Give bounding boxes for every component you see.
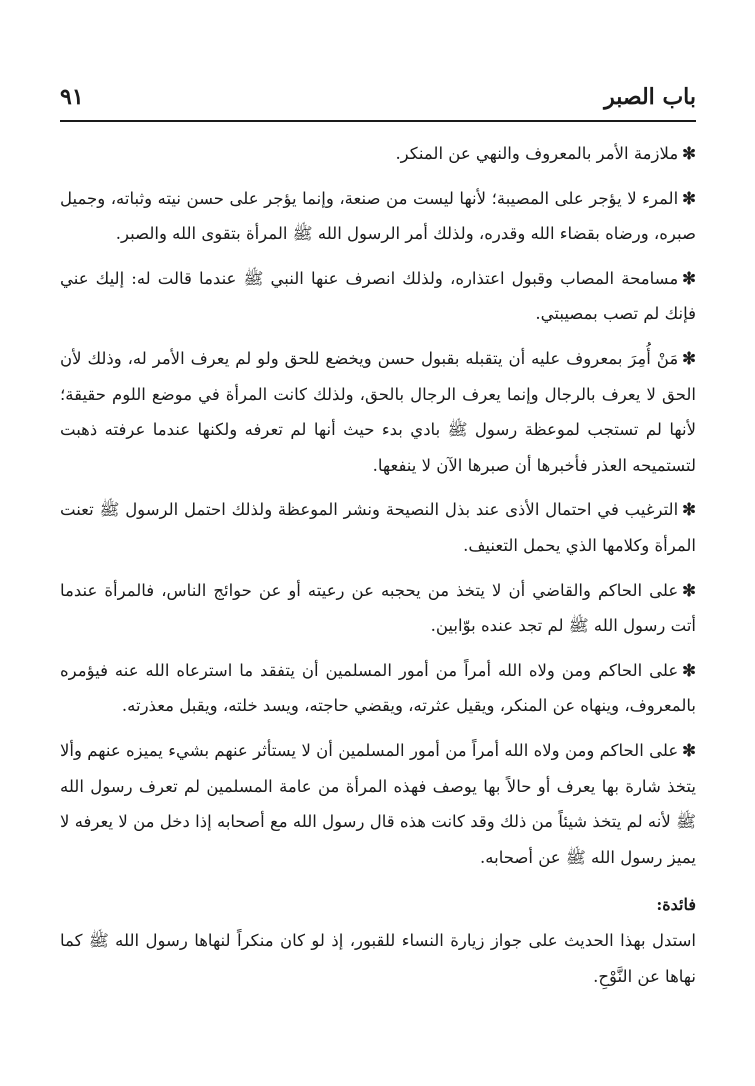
bullet-icon: ✻ bbox=[682, 580, 696, 600]
paragraph-6 bbox=[60, 573, 696, 644]
paragraph-text: مَنْ أُمِرَ بمعروف عليه أن يتقبله بقبول حسن ويخضع للحق ولو لم يعرف الأمر له، وذلك لأن الحق لا يعرف بالرجال وإنما يعرف الرجال بالحق، ولذلك كانت المرأة في موضع اللوم حقيقة؛ لأنها لم تستجب لموعظة رسول ﷺ بادي بدء حيث أنها لم تعرفه ولكنها عندما عرفته ذهبت لتستميحه العذر فأخبرها أن صبرها الآن لا ينفعها. bbox=[60, 348, 696, 475]
bullet-icon: ✻ bbox=[682, 144, 696, 163]
bullet-icon: ✻ bbox=[682, 500, 696, 520]
paragraph-text: ملازمة الأمر بالمعروف والنهي عن المنكر. bbox=[395, 144, 679, 163]
bullet-icon: ✻ bbox=[682, 188, 696, 208]
bullet-icon: ✻ bbox=[682, 348, 696, 368]
paragraph-text: على الحاكم ومن ولاه الله أمراً من أمور المسلمين أن يتفقد ما استرعاه الله عنه فيؤمره بالمعروف، وينهاه عن المنكر، ويقيل عثرته، ويقضي حاجته، ويسد خلته، ويقبل معذرته. bbox=[60, 660, 696, 716]
chapter-title: باب الصبر bbox=[604, 84, 696, 110]
page-number: ٩١ bbox=[60, 84, 84, 110]
paragraph-text: على الحاكم ومن ولاه الله أمراً من أمور المسلمين أن لا يستأثر عنهم بشيء يميزه عنهم وألا يتخذ شارة بها يعرف أو حالاً بها يوصف فهذه المرأة من عامة المسلمين لم تعرف رسول الله ﷺ لأنه لم يتخذ شيئاً من ذلك وقد كانت هذه قال رسول الله مع أصحابه إذا دخل من لا يعرفه لا يميز رسول الله ﷺ عن أصحابه. bbox=[60, 740, 696, 867]
paragraph-text: على الحاكم والقاضي أن لا يتخذ من يحجبه عن رعيته أو عن حوائج الناس، فالمرأة عندما أتت رسول الله ﷺ لم تجد عنده بوّابين. bbox=[60, 580, 696, 636]
paragraph-5 bbox=[60, 492, 696, 563]
paragraph-7 bbox=[60, 653, 696, 724]
paragraph-text: الترغيب في احتمال الأذى عند بذل النصيحة ونشر الموعظة ولذلك احتمل الرسول ﷺ تعنت المرأة وكلامها الذي يحمل التعنيف. bbox=[60, 500, 696, 555]
paragraph-2 bbox=[60, 181, 696, 252]
page-body bbox=[60, 136, 696, 1003]
paragraph-text: مسامحة المصاب وقبول اعتذاره، ولذلك انصرف عنها النبي ﷺ عندما قالت له: إليك عني فإنك لم تصب بمصيبتي. bbox=[60, 268, 696, 324]
note-paragraph: استدل بهذا الحديث على جواز زيارة النساء للقبور، إذ لو كان منكراً لنهاها رسول الله ﷺ كما نهاها عن النَّوْحِ. bbox=[60, 931, 696, 986]
page-header bbox=[60, 78, 696, 122]
bullet-icon: ✻ bbox=[682, 740, 696, 760]
bullet-icon: ✻ bbox=[682, 268, 696, 288]
paragraph-text: المرء لا يؤجر على المصيبة؛ لأنها ليست من صنعة، وإنما يؤجر على حسن نيته وثباته، وجميل صبره، ورضاه بقضاء الله وقدره، ولذلك أمر الرسول الله ﷺ المرأة بتقوى الله والصبر. bbox=[60, 188, 696, 244]
bullet-icon: ✻ bbox=[682, 660, 696, 680]
paragraph-3 bbox=[60, 261, 696, 332]
paragraph-1 bbox=[60, 136, 696, 172]
note-heading: فائدة: bbox=[656, 895, 696, 915]
paragraph-8 bbox=[60, 733, 696, 875]
paragraph-4 bbox=[60, 341, 696, 483]
